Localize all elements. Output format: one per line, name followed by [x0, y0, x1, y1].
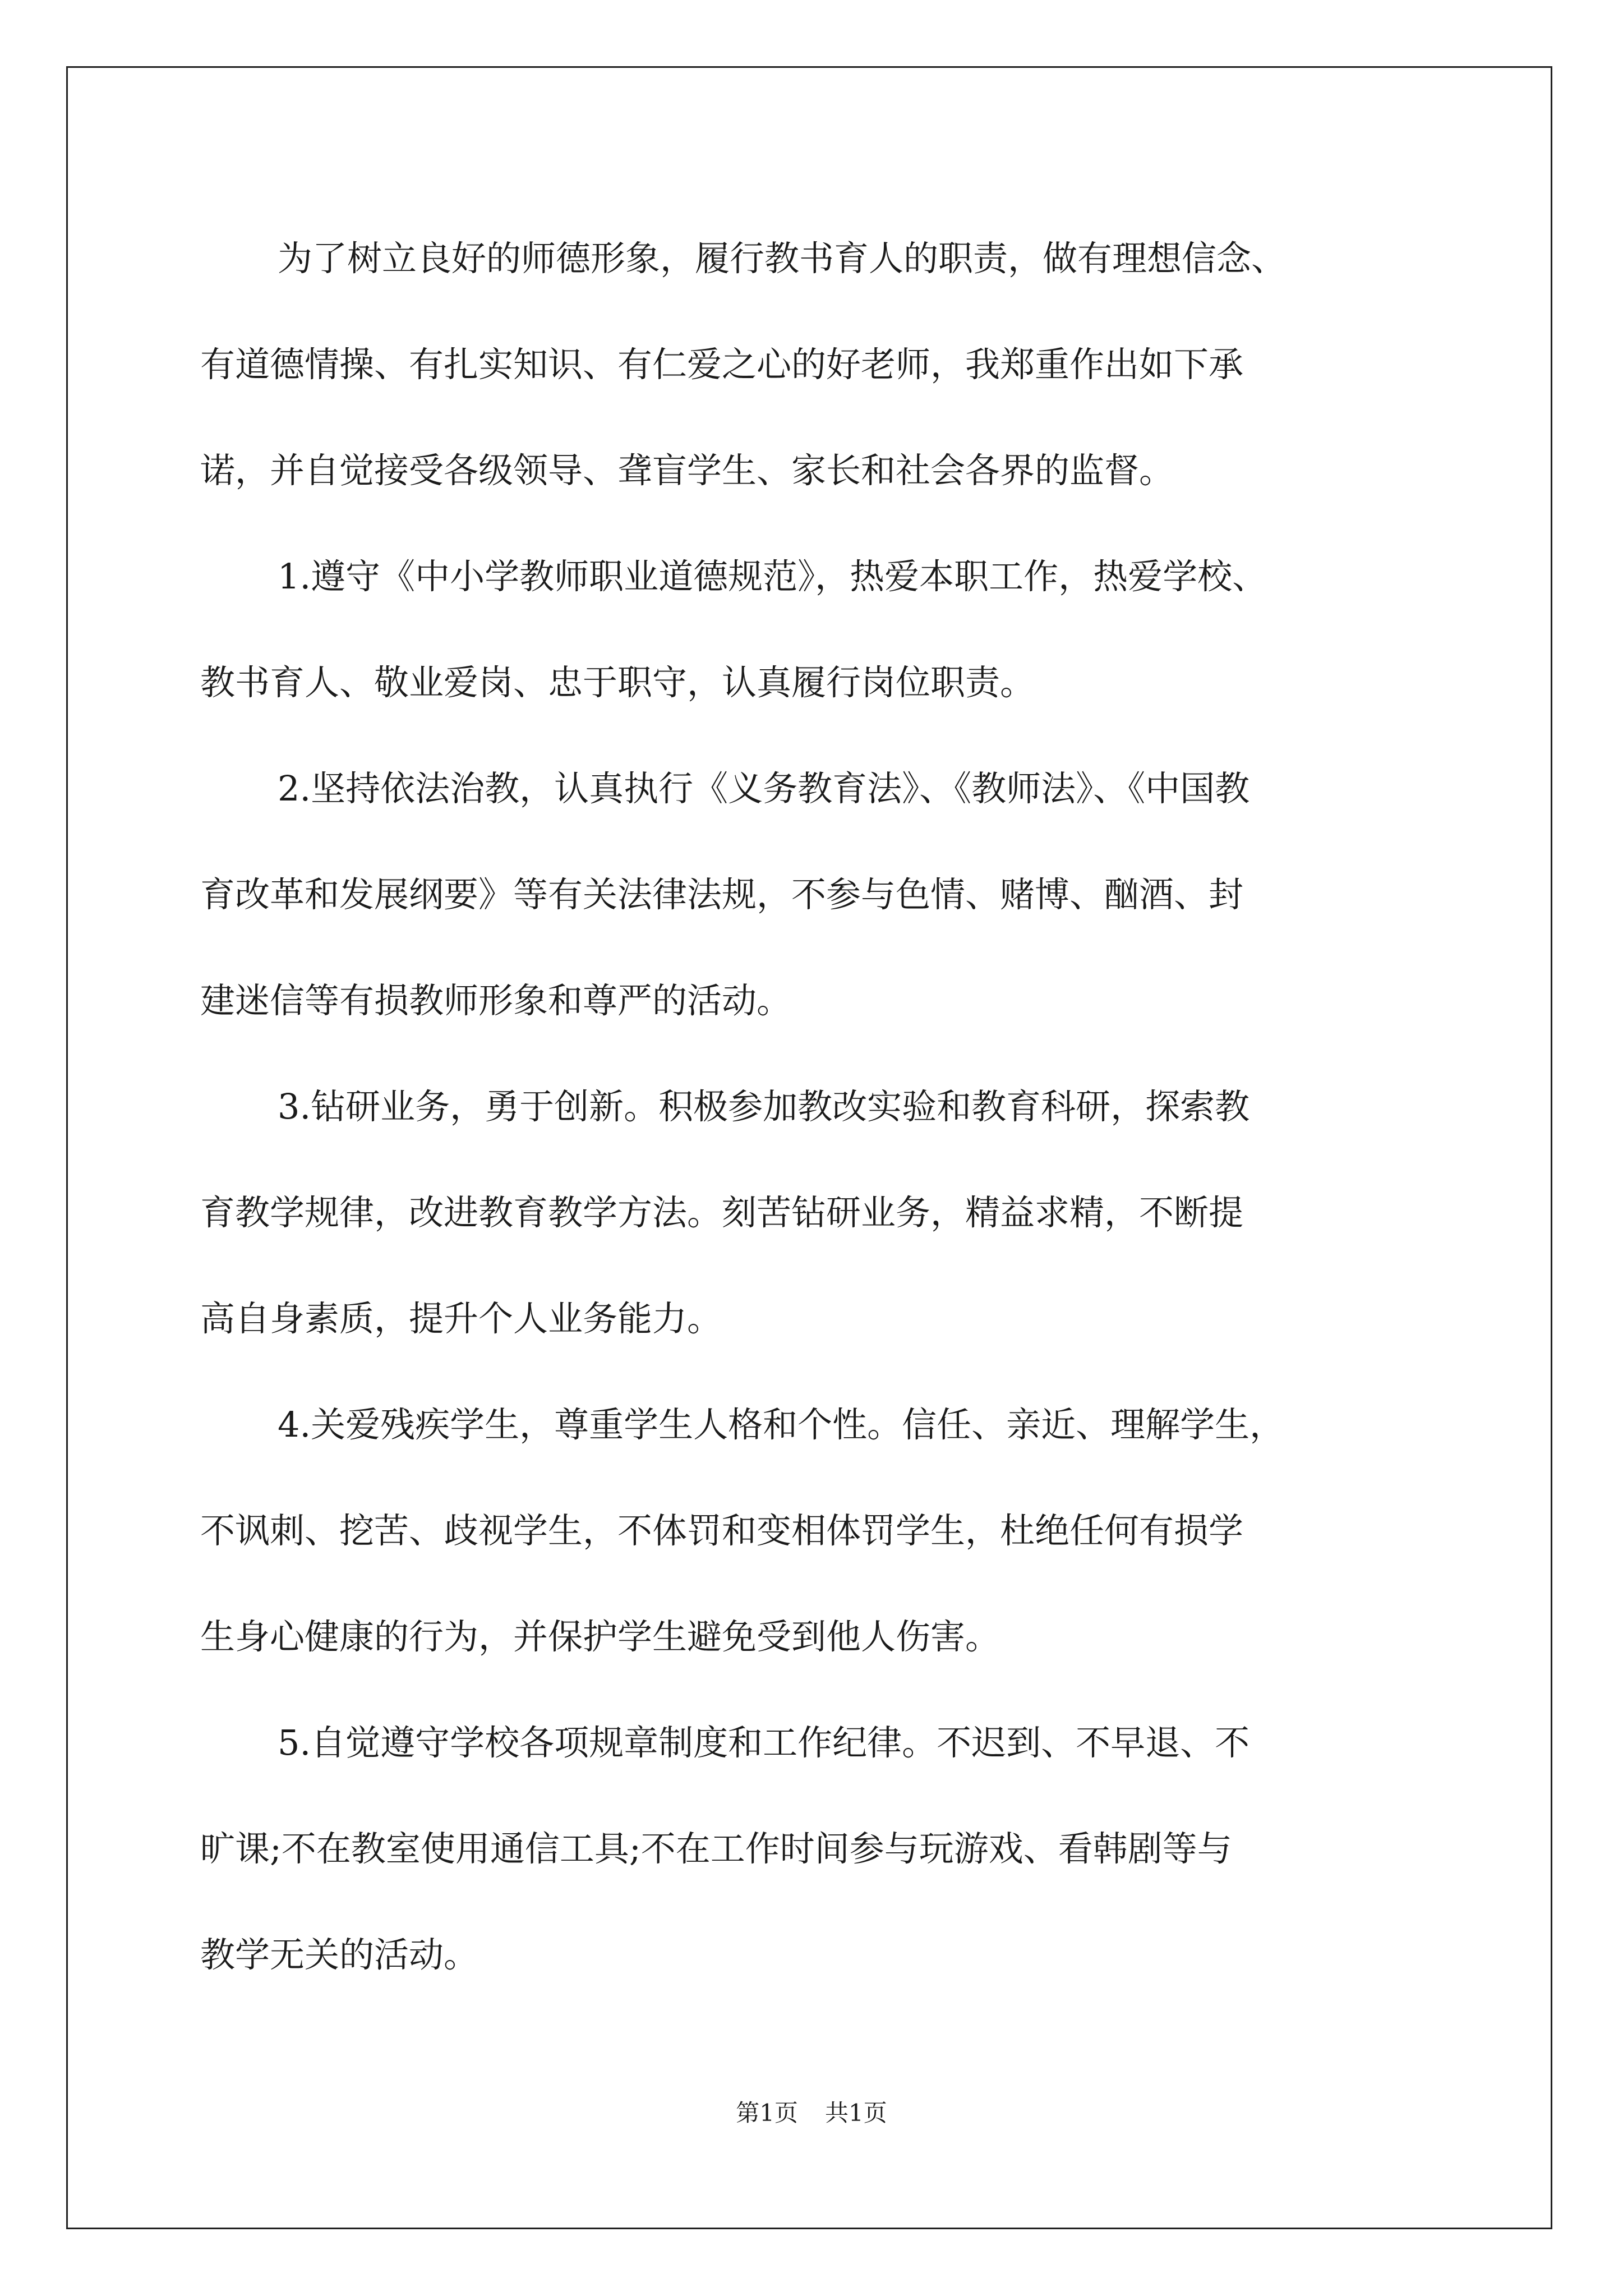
paragraph-item-3: [200, 1053, 1423, 1372]
paragraph-item-4: [200, 1372, 1423, 1690]
paragraph-line: 教学无关的活动。: [200, 1934, 479, 1975]
page-footer: [0, 2095, 1623, 2128]
paragraph-item-1: [200, 523, 1423, 735]
paragraph-line: 生身心健康的行为，并保护学生避免受到他人伤害。: [200, 1616, 1000, 1657]
paragraph-line: 1.遵守《中小学教师职业道德规范》，热爱本职工作，热爱学校、: [278, 556, 1267, 597]
page-number: 第1页: [736, 2099, 798, 2127]
paragraph-item-5: [200, 1690, 1423, 2008]
paragraph-line: 育改革和发展纲要》等有关法律法规，不参与色情、赌博、酗酒、封: [200, 874, 1244, 915]
paragraph-line: 教书育人、敬业爱岗、忠于职守，认真履行岗位职责。: [200, 662, 1035, 703]
paragraph-line: 不讽刺、挖苦、歧视学生，不体罚和变相体罚学生，杜绝任何有损学: [200, 1510, 1244, 1551]
paragraph-line: 2.坚持依法治教，认真执行《义务教育法》、《教师法》、《中国教: [278, 768, 1250, 809]
paragraph-line: 3.钻研业务，勇于创新。积极参加教改实验和教育科研，探索教: [278, 1086, 1250, 1127]
paragraph-line: 旷课;不在教室使用通信工具;不在工作时间参与玩游戏、看韩剧等与: [200, 1828, 1232, 1869]
paragraph-line: 有道德情操、有扎实知识、有仁爱之心的好老师，我郑重作出如下承: [200, 344, 1244, 385]
paragraph-item-2: [200, 735, 1423, 1053]
paragraph-intro: [200, 205, 1423, 523]
paragraph-line: 育教学规律，改进教育教学方法。刻苦钻研业务，精益求精，不断提: [200, 1192, 1244, 1233]
paragraph-line: 为了树立良好的师德形象，履行教书育人的职责，做有理想信念、: [278, 238, 1287, 279]
paragraph-line: 诺，并自觉接受各级领导、聋盲学生、家长和社会各界的监督。: [200, 450, 1174, 491]
page-total: 共1页: [825, 2099, 887, 2127]
paragraph-line: 建迷信等有损教师形象和尊严的活动。: [200, 980, 792, 1021]
paragraph-line: 5.自觉遵守学校各项规章制度和工作纪律。不迟到、不早退、不: [278, 1722, 1250, 1763]
document-body: [200, 205, 1423, 2008]
paragraph-line: 高自身素质，提升个人业务能力。: [200, 1298, 722, 1339]
paragraph-line: 4.关爱残疾学生，尊重学生人格和个性。信任、亲近、理解学生，: [278, 1404, 1285, 1445]
